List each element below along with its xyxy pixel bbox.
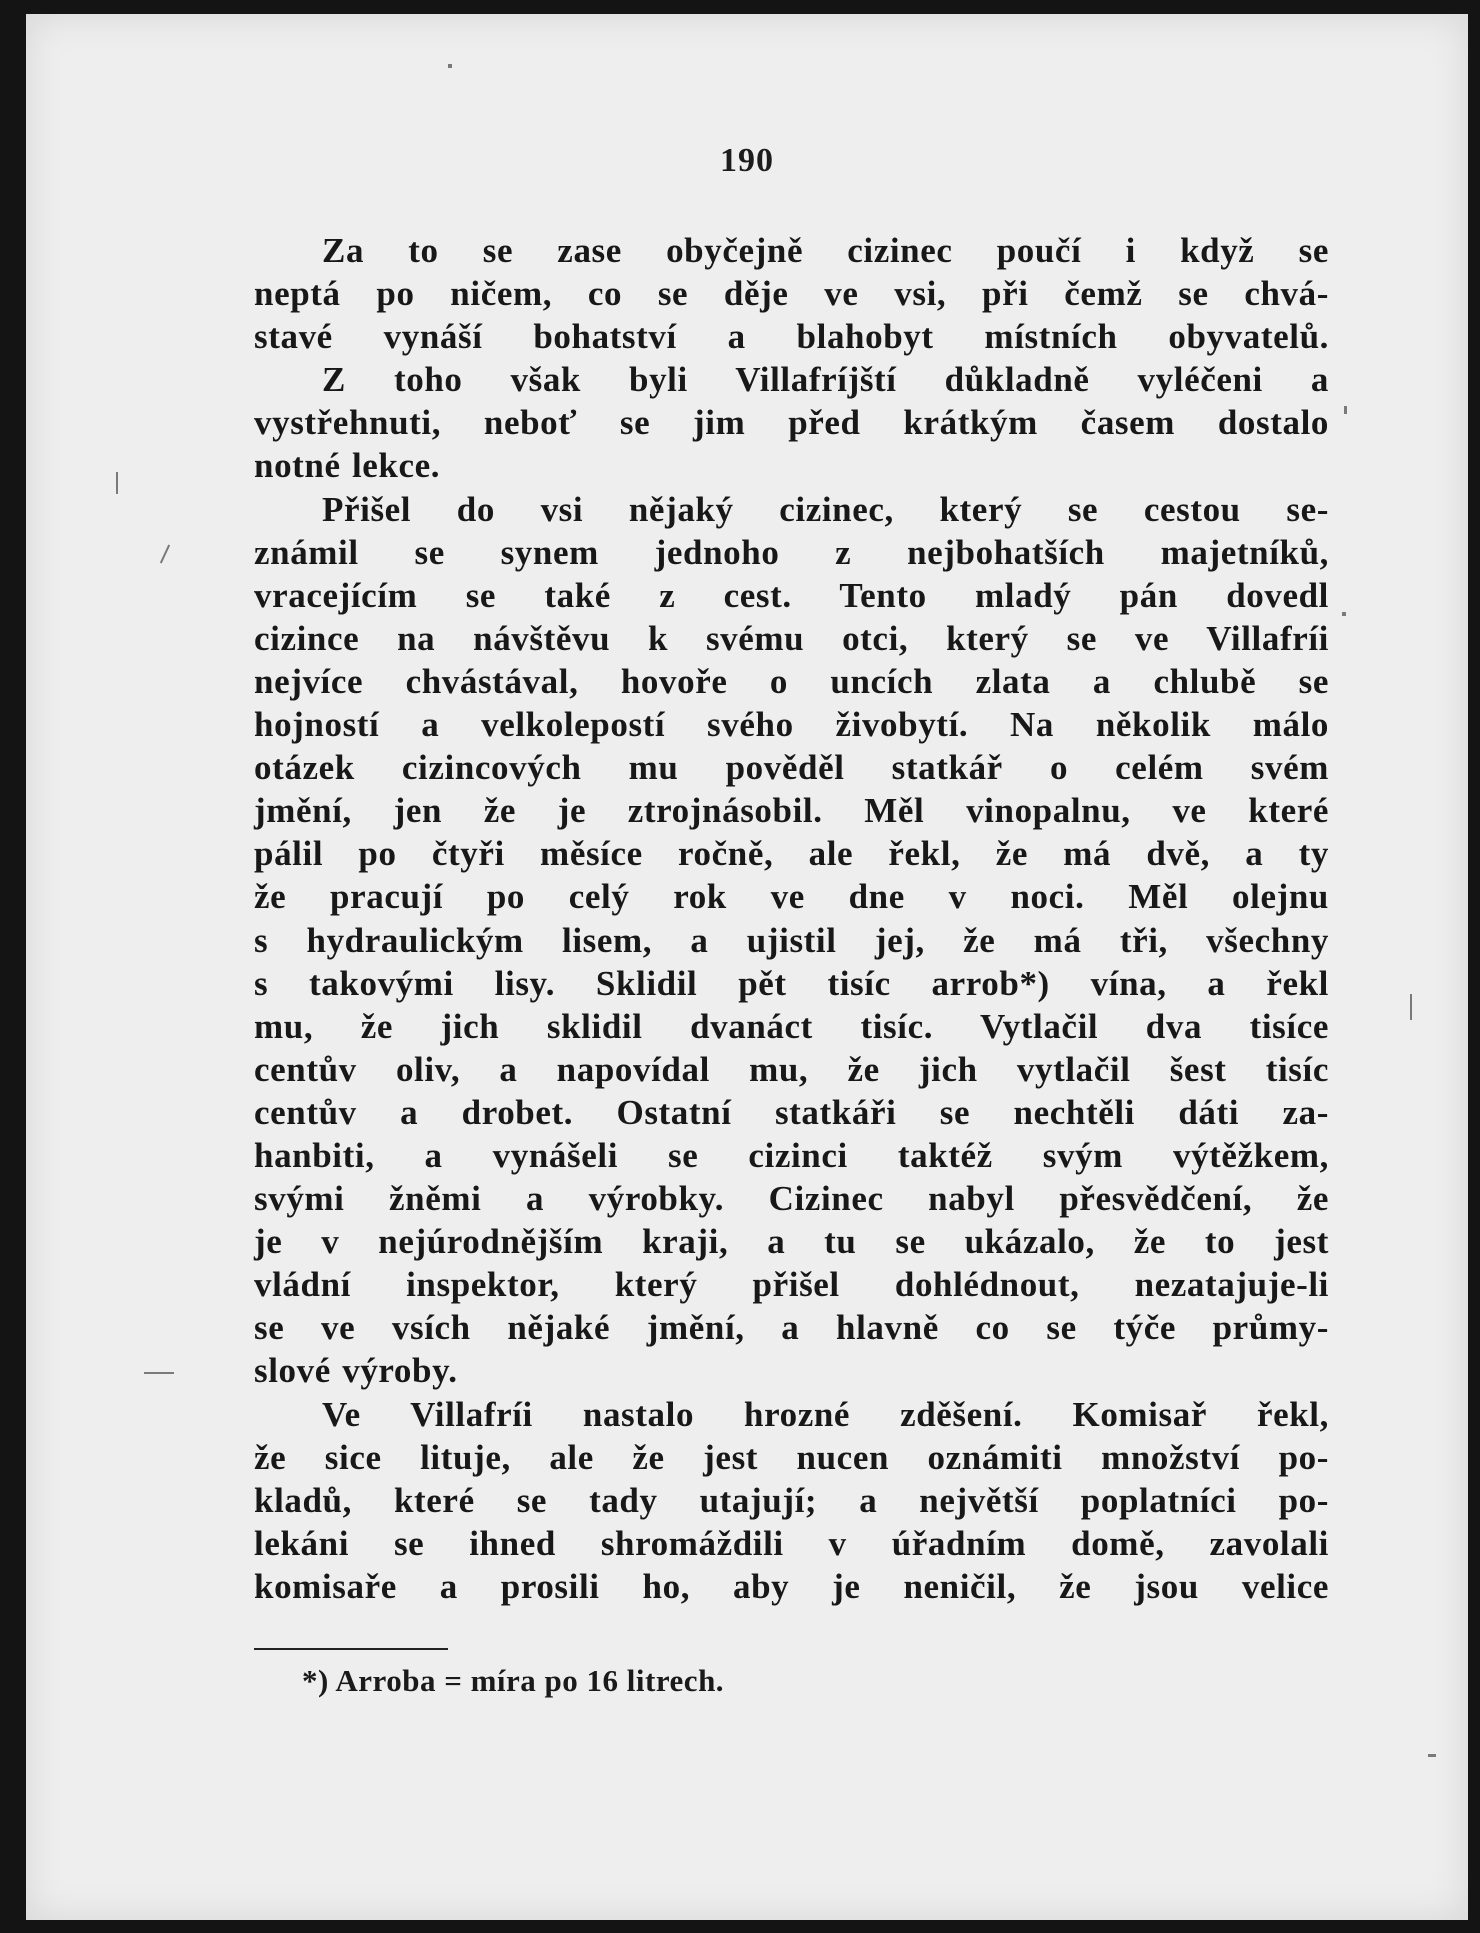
text-line: že sice lituje, ale že jest nucen oznámiti množství po- [254, 1437, 1329, 1477]
scan-mark [1344, 406, 1347, 414]
book-page [26, 14, 1468, 1920]
scan-mark [1342, 612, 1346, 616]
footnote: *) Arroba = míra po 16 litrech. [302, 1663, 725, 1698]
text-line: centův oliv, a napovídal mu, že jich vytlačil šest tisíc [254, 1049, 1329, 1089]
text-line: slové výroby. [254, 1351, 458, 1391]
text-line: známil se synem jednoho z nejbohatších majetníků, [254, 532, 1329, 572]
footnote-separator [254, 1648, 448, 1650]
text-line: vystřehnuti, neboť se jim před krátkým časem dostalo [254, 403, 1329, 443]
text-line: svými žněmi a výrobky. Cizinec nabyl přesvědčení, že [254, 1179, 1329, 1219]
text-line: Přišel do vsi nějaký cizinec, který se cestou se- [322, 489, 1329, 529]
text-line: kladů, které se tady utajují; a největší poplatníci po- [254, 1480, 1329, 1520]
text-line: nejvíce chvástával, hovoře o uncích zlata a chlubě se [254, 661, 1329, 701]
text-line: notné lekce. [254, 446, 441, 486]
text-line: cizince na návštěvu k svému otci, který se ve Villafríi [254, 618, 1329, 658]
text-line: lekáni se ihned shromáždili v úřadním domě, zavolali [254, 1523, 1329, 1563]
text-line: otázek cizincových mu pověděl statkář o celém svém [254, 748, 1329, 788]
text-line: s hydraulickým lisem, a ujistil jej, že má tři, všechny [254, 920, 1329, 960]
text-line: je v nejúrodnějším kraji, a tu se ukázalo, že to jest [254, 1222, 1329, 1262]
text-line: Za to se zase obyčejně cizinec poučí i když se [322, 231, 1329, 270]
scan-mark [144, 1372, 174, 1374]
scan-mark [448, 64, 452, 68]
text-line: vládní inspektor, který přišel dohlédnout, nezatajuje-li [254, 1265, 1329, 1305]
text-line: s takovými lisy. Sklidil pět tisíc arrob*) vína, a řekl [254, 963, 1329, 1003]
text-line: pálil po čtyři měsíce ročně, ale řekl, že má dvě, a ty [254, 834, 1329, 874]
text-line: komisaře a prosili ho, aby je neničil, že jsou velice [254, 1566, 1329, 1606]
text-line: hanbiti, a vynášeli se cizinci taktéž svým výtěžkem, [254, 1135, 1329, 1175]
text-line: centův a drobet. Ostatní statkáři se nechtěli dáti za- [254, 1092, 1329, 1132]
text-line: neptá po ničem, co se děje ve vsi, při čemž se chvá- [254, 274, 1329, 314]
text-line: mu, že jich sklidil dvanáct tisíc. Vytlačil dva tisíce [254, 1006, 1329, 1046]
text-line: jmění, jen že je ztrojnásobil. Měl vinopalnu, ve které [254, 791, 1329, 831]
text-line: vracejícím se také z cest. Tento mladý pán dovedl [254, 575, 1329, 615]
scan-mark [160, 545, 170, 564]
page-number: 190 [720, 142, 774, 179]
text-line: Ve Villafríi nastalo hrozné zděšení. Komisař řekl, [322, 1394, 1329, 1434]
text-line: se ve vsích nějaké jmění, a hlavně co se týče průmy- [254, 1308, 1329, 1348]
text-line: stavé vynáší bohatství a blahobyt místních obyvatelů. [254, 317, 1329, 357]
scan-mark [1410, 994, 1412, 1020]
scan-mark [1428, 1754, 1436, 1757]
text-line: že pracují po celý rok ve dne v noci. Měl olejnu [254, 877, 1329, 917]
text-line: Z toho však byli Villafríjští důkladně vyléčeni a [322, 360, 1329, 400]
scan-mark [116, 472, 118, 494]
body-text [254, 229, 1329, 1608]
text-line: hojností a velkolepostí svého živobytí. Na několik málo [254, 705, 1329, 745]
